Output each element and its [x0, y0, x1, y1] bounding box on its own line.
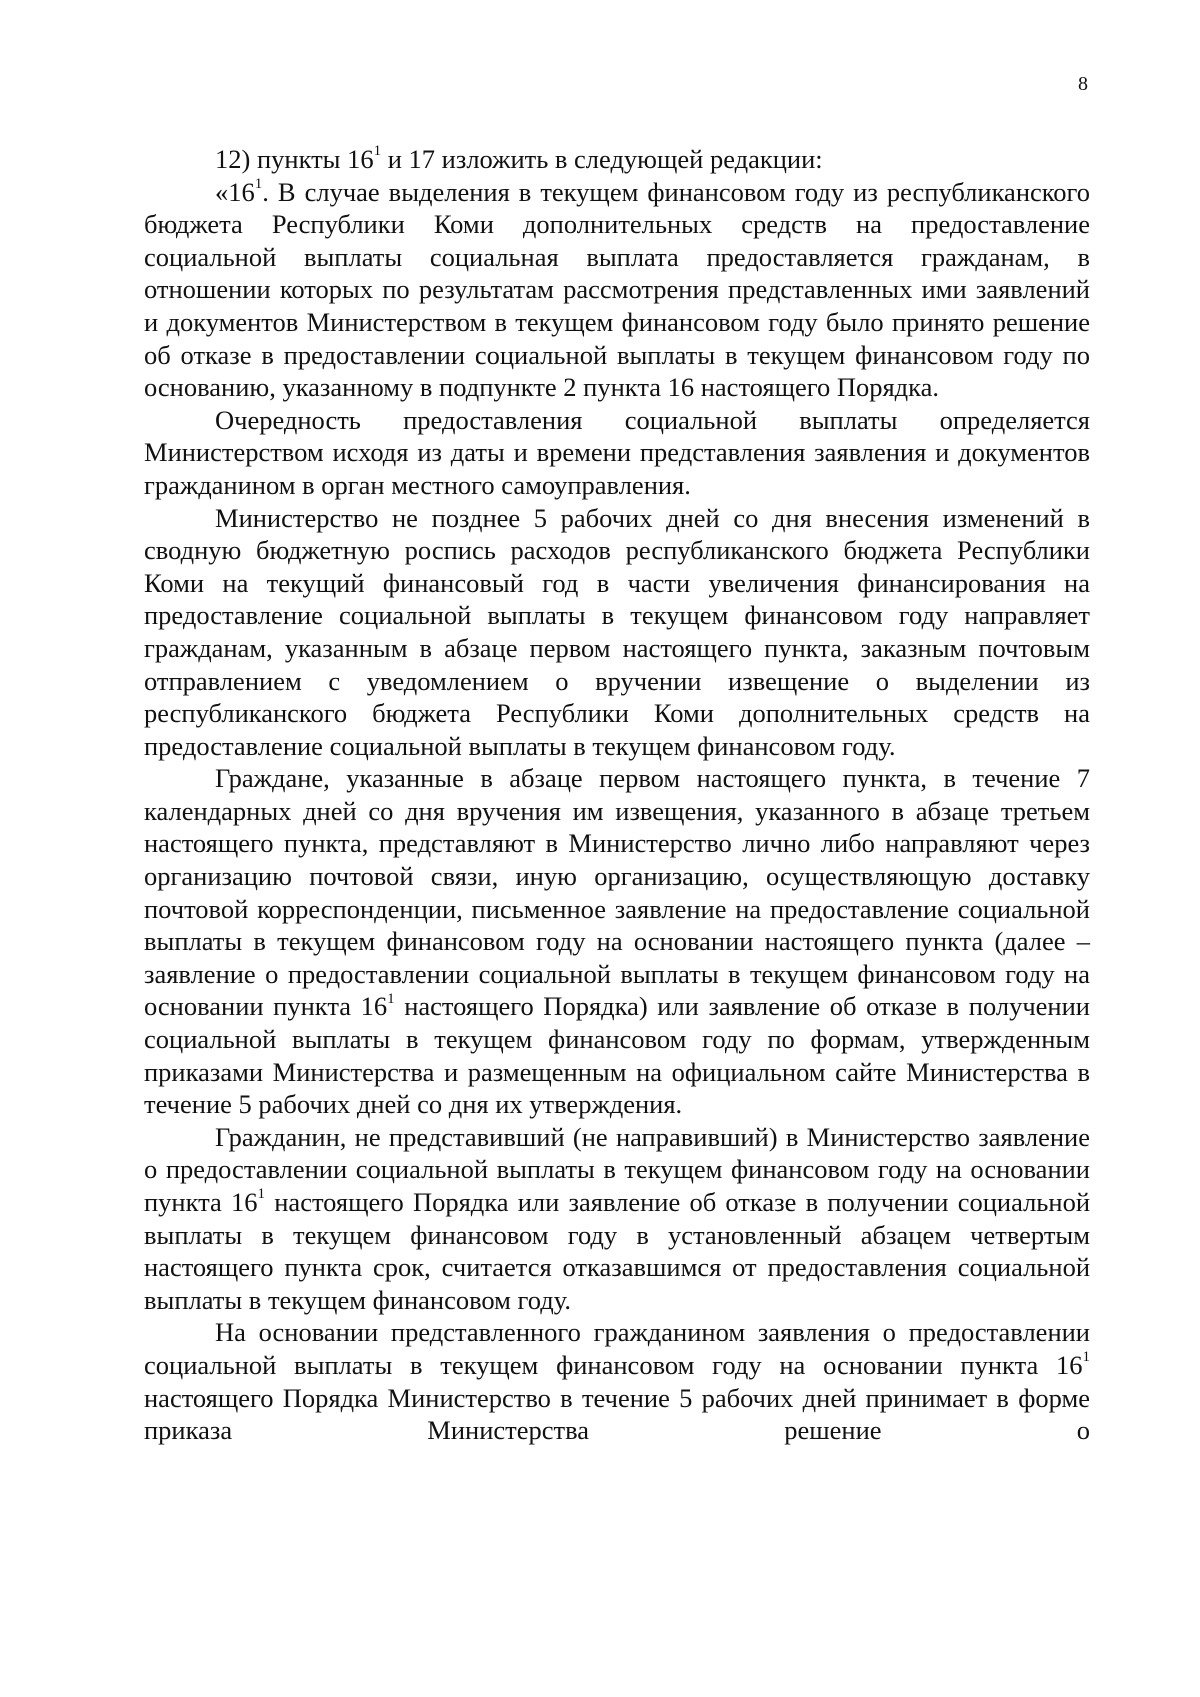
paragraph-text: «16	[215, 176, 255, 207]
paragraph	[144, 762, 1090, 1121]
superscript-marker: 1	[1082, 1349, 1090, 1366]
paragraph	[144, 1316, 1090, 1446]
paragraph	[144, 143, 1090, 176]
paragraph-text: . В случае выделения в текущем финансовом году из республиканского бюджета Республики Коми дополнительных средств на предоставление социальной выплаты социальная выплата предоставляется гражданам, в отношении которых по результатам рассмотрения представленных ими заявлений и документов Министерством в текущем финансовом году было принято решение об отказе в предоставлении социальной выплаты в текущем финансовом году по основанию, указанному в подпункте 2 пункта 16 настоящего Порядка.	[144, 176, 1090, 403]
paragraph	[144, 404, 1090, 502]
paragraph-text: Гражданин, не представивший (не направивший) в Министерство заявление о предоставлении социальной выплаты в текущем финансовом году на основании пункта 16	[144, 1121, 1090, 1217]
paragraph-text: На основании представленного гражданином заявления о предоставлении социальной выплаты в текущем финансовом году на основании пункта 16	[144, 1317, 1090, 1380]
paragraph	[144, 176, 1090, 404]
superscript-marker: 1	[257, 1186, 266, 1203]
paragraph-text: Очередность предоставления социальной выплаты определяется Министерством исходя из даты и времени представления заявления и документов гражданином в орган местного самоуправления.	[144, 404, 1090, 500]
paragraph-text: Граждане, указанные в абзаце первом настоящего пункта, в течение 7 календарных дней со дня вручения им извещения, указанного в абзаце третьем настоящего пункта, представляют в Министерство лично либо направляют через организацию почтовой связи, иную организацию, осуществляющую доставку почтовой корреспонденции, письменное заявление на предоставление социальной выплаты в текущем финансовом году на основании настоящего пункта (далее – заявление о предоставлении социальной выплаты в текущем финансовом году на основании пункта 16	[144, 763, 1090, 1022]
paragraph	[144, 1121, 1090, 1317]
paragraph-text: и 17 изложить в следующей редакции:	[381, 144, 823, 174]
paragraph-text: настоящего Порядка) или заявление об отказе в получении социальной выплаты в текущем финансовом году по формам, утвержденным приказами Министерства и размещенным на официальном сайте Министерства в течение 5 рабочих дней со дня их утверждения.	[144, 991, 1090, 1120]
paragraph-text: настоящего Порядка или заявление об отказе в получении социальной выплаты в текущем финансовом году в установленный абзацем четвертым настоящего пункта срок, считается отказавшимся от предоставления социальной выплаты в текущем финансовом году.	[144, 1187, 1090, 1315]
paragraph	[144, 502, 1090, 763]
page-number: 8	[1078, 73, 1088, 95]
superscript-marker: 1	[373, 143, 382, 160]
paragraph-text: настоящего Порядка Министерство в течение 5 рабочих дней принимает в форме приказа Министерства решение о	[144, 1382, 1090, 1446]
document-body	[144, 143, 1090, 1447]
superscript-marker: 1	[254, 175, 263, 192]
paragraph-text: Министерство не позднее 5 рабочих дней со дня внесения изменений в сводную бюджетную роспись расходов республиканского бюджета Республики Коми на текущий финансовый год в части увеличения финансирования на предоставление социальной выплаты в текущем финансовом году направляет гражданам, указанным в абзаце первом настоящего пункта, заказным почтовым отправлением с уведомлением о вручении извещение о выделении из республиканского бюджета Республики Коми дополнительных средств на предоставление социальной выплаты в текущем финансовом году.	[144, 502, 1090, 761]
superscript-marker: 1	[387, 990, 395, 1007]
paragraph-text: 12) пункты 16	[215, 144, 374, 174]
